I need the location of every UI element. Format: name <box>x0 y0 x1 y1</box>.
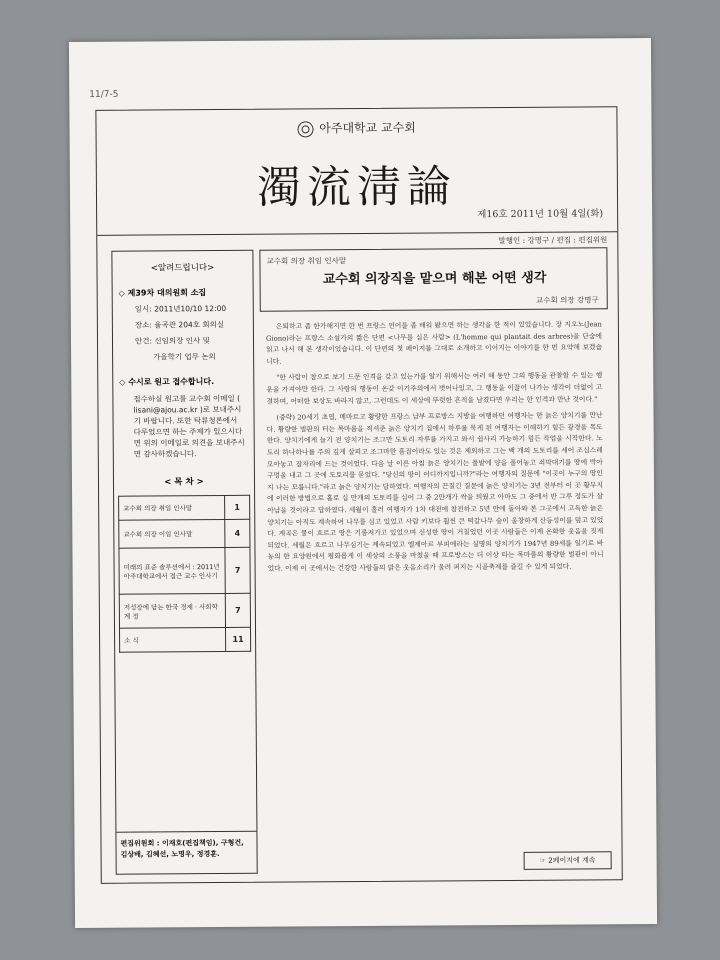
article-byline: 교수회 의장 강명구 <box>535 295 599 305</box>
notice-section-1: ◇ 제39차 대의원회 소집 <box>118 288 207 298</box>
toc-title: < 목 차 > <box>164 477 204 488</box>
handwritten-note: 11/7-5 <box>89 89 119 100</box>
toc-row <box>119 495 250 520</box>
toc-page: 7 <box>225 593 250 627</box>
article-header <box>259 247 607 311</box>
toc-row <box>120 627 251 652</box>
article-headline: 교수회 의장직을 맡으며 해본 어떤 생각 <box>322 270 547 288</box>
table-of-contents <box>118 495 251 653</box>
newsletter-title: 濁流淸論 <box>256 161 458 214</box>
article-kicker: 교수회 의장 취임 인사말 <box>266 256 347 266</box>
toc-row <box>119 519 250 548</box>
toc-page: 4 <box>225 519 250 547</box>
article-paragraph: 은퇴하고 좀 한가해지면 한 번 프랑스 언어를 좀 배워 봤으면 하는 생각을 한 적이 있었습니다. 장 지오노(Jean Giono)라는 프랑스 소설가의 짧은 단편 <나무를 심은 사람> (L'homme qui plantait des arbres)을 단숨에 읽고 나서 해 본 생각이었습니다. 이 단편의 첫 페이지를 그대로 소개하고 이어지는 이야기를 한 번 요약해 보겠습니다. <box>265 320 603 366</box>
meeting-place: 장소: 율곡관 204호 회의실 <box>134 319 225 330</box>
main-article <box>259 247 611 871</box>
organization-name <box>96 117 616 138</box>
toc-page: 7 <box>225 547 250 593</box>
meeting-date: 일시: 2011년10/10 12:00 <box>134 303 227 314</box>
toc-page: 11 <box>226 627 251 651</box>
notice-section-2: ◇ 수시로 원고 접수합니다. <box>119 377 215 387</box>
toc-row <box>119 593 250 628</box>
continued-notice: ☞ 2페이지에 계속 <box>524 851 612 870</box>
toc-page: 1 <box>225 495 250 519</box>
masthead <box>96 107 617 236</box>
meeting-agenda-2: 가을학기 업무 논의 <box>153 352 216 362</box>
sidebar <box>111 250 257 875</box>
toc-label: 미래의 표준 솔루션에서 : 2011년 아주대학교에서 접근 교수 인사기 <box>119 547 225 594</box>
toc-row <box>119 547 250 594</box>
notice-title: <알려드립니다> <box>150 263 215 274</box>
toc-label: 교수회 의장 이임 인사말 <box>119 519 225 548</box>
organization-label: 아주대학교 교수회 <box>319 120 416 136</box>
publisher-info: 발행인 : 강명구 / 편집 : 편집위원 <box>498 235 608 246</box>
toc-label: 소 식 <box>120 627 226 652</box>
submission-text: 접수하실 원고를 교수회 이메일 ( lisani@ajou.ac.kr )로 보내주시기 바랍니다. 또한 탁류청론에서 다루었으면 하는 주제가 있으시다면 위의 이메일로 의견을 보내주시면 감사하겠습니다. <box>133 393 245 459</box>
issue-info: 제16호 2011년 10월 4일(화) <box>477 208 604 221</box>
meeting-agenda: 안건: 신임의장 인사 및 <box>134 336 210 346</box>
article-body <box>266 319 604 575</box>
newsletter-page <box>69 38 657 928</box>
toc-label: 교수회 의장 취임 인사말 <box>119 495 225 520</box>
article-quote: "한 사람이 참으로 보기 드문 인격을 갖고 있는가를 알기 위해서는 여러 해 동안 그의 행동을 관찰할 수 있는 행운을 가져야만 한다. 그 사람의 행동이 온갖 이기주의에서 벗어나있고, 그 행동을 이끌어 나가는 생각이 더없이 고결하며, 어떠한 보상도 바라지 않고, 그런데도 이 세상에 뚜렷한 흔적을 남겼다면 우리는 한 인격과 만난 것이다." <box>266 371 603 406</box>
editorial-board: 편집위원회 : 이재호(편집책임), 구형건, 김상배, 김혜선, 노명우, 정경훈. <box>116 831 256 874</box>
page-frame <box>95 106 622 884</box>
article-paragraph: (중략) 20세기 초엽, 메마르고 황량한 프랑스 남부 프로방스 지방을 여행하던 여행자는 한 늙은 양치기를 만난다. 황량한 벌판의 터는 목마름을 적셔준 늙은 양치기 집에서 하루를 묵게 된 여행자는 이해하기 힘든 광경을 목도한다. 양치기에게 늘기 전 양치기는 조그만 도토리 자루를 가지고 와서 쉽사리 가능하기 힘든 작업을 시작한다. 노도리 하나하나를 주의 깊게 살피고 조그마한 흠집이라도 있는 것은 제외하고 그는 백 개의 도토리를 세어 조심스레 모아놓고 잠자리에 드는 것이었다. 다음 날 이른 아침 늙은 양치기는 풀밭에 양을 풀어놓고 쇠막대기를 땅에 박아 구멍을 내고 그 곳에 도토리를 묻었다. "당신의 땅이 어디까지입니까?"라는 여행자의 질문에 "이곳이 누구의 땅인지 나는 모릅니다."라고 늙은 양치기는 답하였다. 여행자의 끈질긴 질문에 늙은 양치기는 3년 전부터 이 곳 황무지에 이러한 방법으로 홀로 십 만개의 도토리를 심어 그 중 2만개가 싹을 틔웠고 아마도 그 중에서 반 그루 정도가 살아남을 것이라고 답하였다. 세월이 흘러 여행자가 1차 대전에 참전하고 5년 만에 돌아와 본 그곳에서 고독한 늙은 양치기는 아직도 계속하여 나무를 심고 있었고 사람 키보다 훨씬 큰 떡갈나무 숲이 울창하게 산등성이를 덮고 있었다. 계곡은 물이 흐르고 땅은 기름져가고 있었으며 신성한 땅이 거칠었던 이곳 사람들은 이제 온화한 웃음을 짓게 되었다. 세월은 흐르고 나무심기는 계속되었고 엘제아르 부피에라는 실명의 양치기가 1947년 89세를 일기로 바농의 한 요양원에서 평화롭게 이 세상의 소풍을 마쳤을 때 프로방스는 더 이상 타는 목마름의 황량한 벌판이 아니었다. 이제 이 곳에서는 건강한 사람들의 밝은 웃음소리가 울려 퍼지는 시골축제를 즐길 수 있게 되었다. <box>266 411 604 573</box>
university-seal-icon <box>297 121 313 137</box>
toc-label: 저성장에 담는 한국 경제 · 사회학계 정 <box>119 593 225 628</box>
